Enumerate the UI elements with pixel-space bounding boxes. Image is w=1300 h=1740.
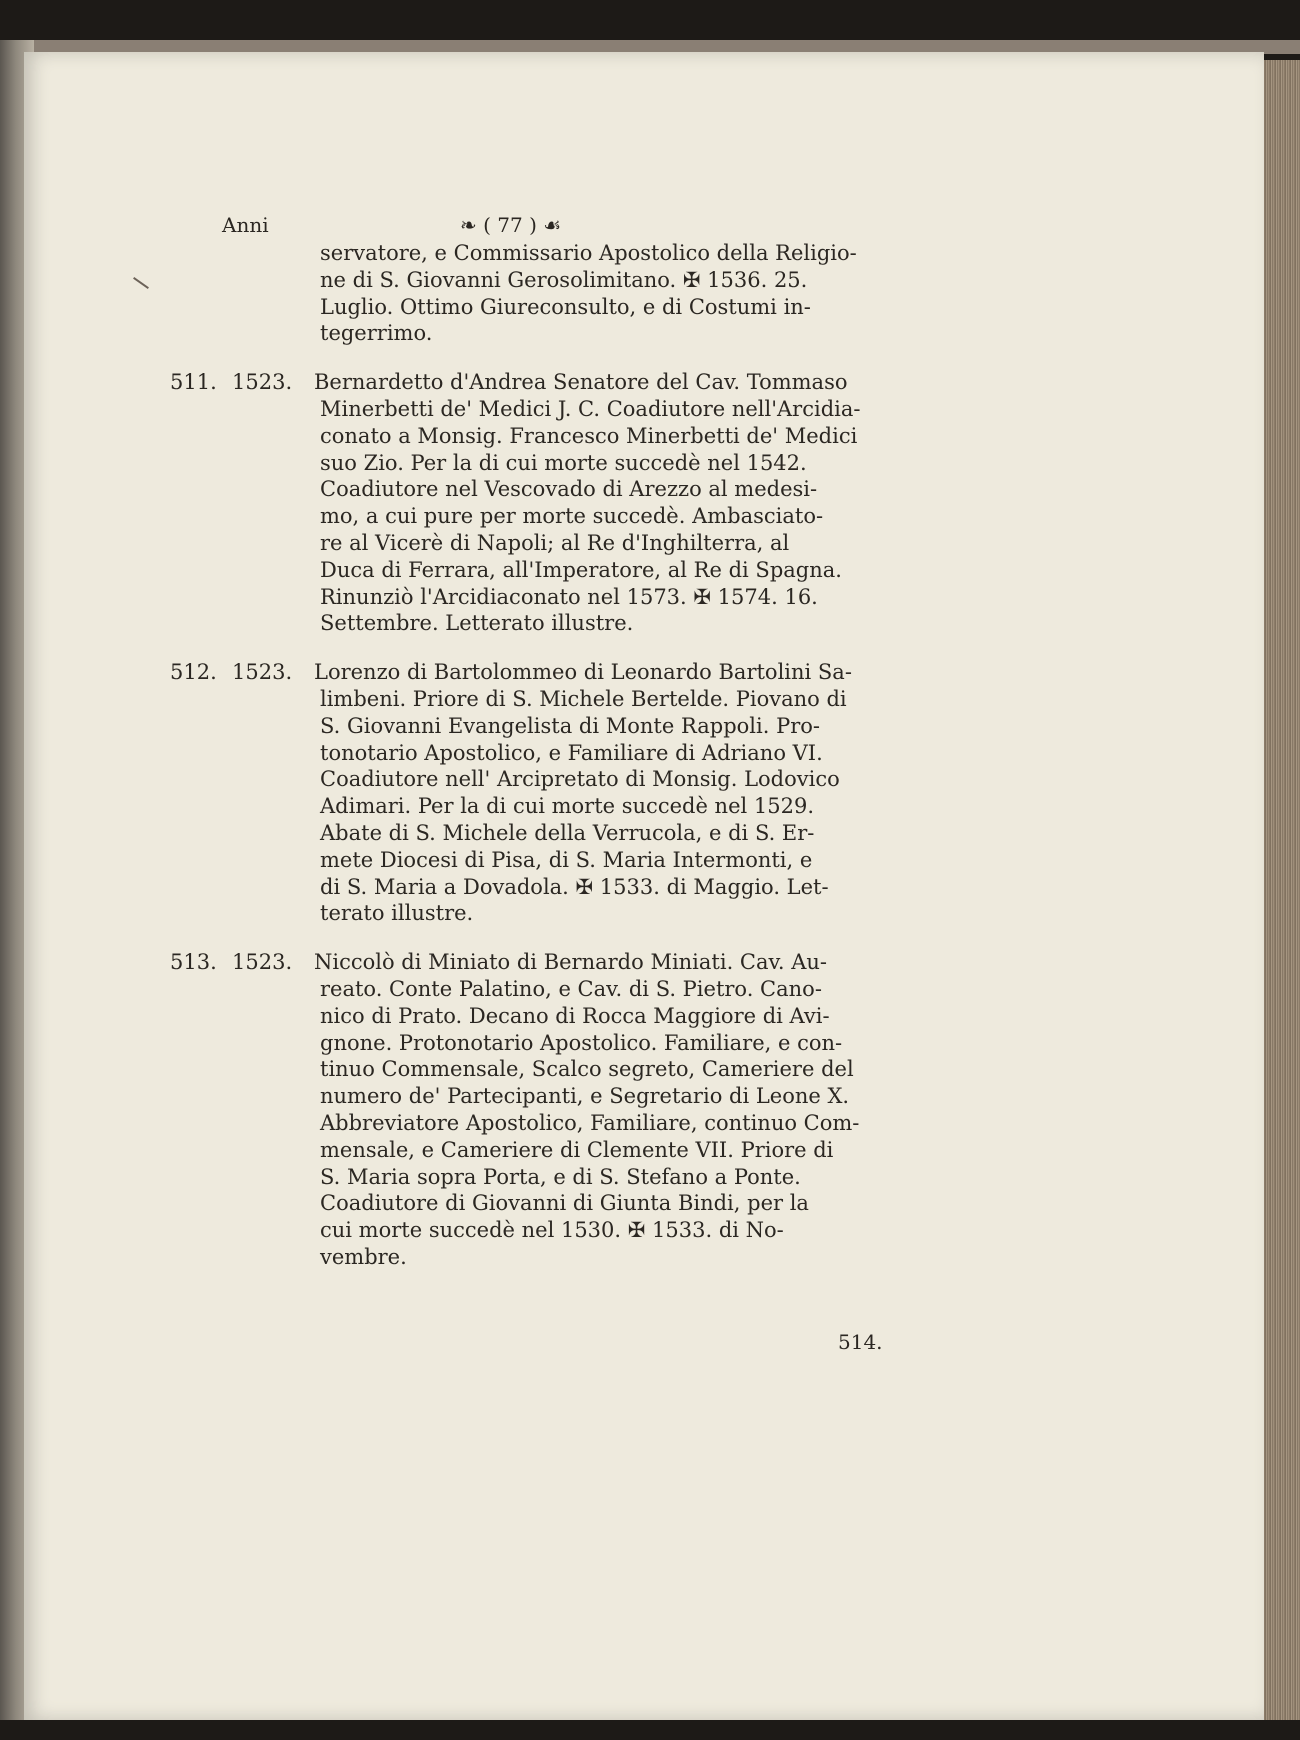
text-line: Rinunziò l'Arcidiaconato nel 1573. ✠ 1574. 16. bbox=[320, 584, 818, 609]
text-line: Luglio. Ottimo Giureconsulto, e di Costumi in- bbox=[320, 294, 811, 319]
text-line: reato. Conte Palatino, e Cav. di S. Pietro. Cano- bbox=[320, 976, 822, 1001]
page-text bbox=[170, 212, 910, 1271]
text-line: Niccolò di Miniato di Bernardo Miniati. Cav. Au- bbox=[314, 950, 828, 975]
entry-body bbox=[314, 659, 910, 927]
ornament-right: ☙ bbox=[543, 213, 562, 237]
text-line: mete Diocesi di Pisa, di S. Maria Intermonti, e bbox=[320, 847, 813, 872]
margin-mark bbox=[133, 277, 149, 289]
entry-body bbox=[320, 240, 910, 347]
text-line: Lorenzo di Bartolommeo di Leonardo Bartolini Sa- bbox=[314, 660, 852, 685]
entry-year: 1523. bbox=[232, 950, 293, 975]
entry-body bbox=[314, 949, 910, 1271]
text-line: limbeni. Priore di S. Michele Bertelde. Piovano di bbox=[320, 686, 847, 711]
text-line: re al Vicerè di Napoli; al Re d'Inghilterra, al bbox=[320, 530, 790, 555]
text-line: Adimari. Per la di cui morte succedè nel 1529. bbox=[320, 794, 815, 819]
running-head: Anni bbox=[222, 213, 269, 237]
entry-512 bbox=[170, 659, 910, 927]
entry-number: 511. bbox=[170, 370, 217, 395]
entry-511 bbox=[170, 369, 910, 637]
text-line: S. Giovanni Evangelista di Monte Rappoli. Pro- bbox=[320, 713, 820, 738]
text-line: tegerrimo. bbox=[320, 321, 433, 346]
catchword: 514. bbox=[838, 1330, 883, 1354]
text-line: Bernardetto d'Andrea Senatore del Cav. Tommaso bbox=[314, 370, 848, 395]
text-line: servatore, e Commissario Apostolico della Religio- bbox=[320, 241, 857, 265]
text-line: Minerbetti de' Medici J. C. Coadiutore nell'Arcidia- bbox=[320, 396, 861, 421]
ornament-left: ❧ bbox=[460, 213, 477, 237]
entry-number: 513. bbox=[170, 950, 217, 975]
entry-year: 1523. bbox=[232, 660, 293, 685]
text-line: numero de' Partecipanti, e Segretario di Leone X. bbox=[320, 1084, 850, 1109]
text-line: terato illustre. bbox=[320, 901, 474, 926]
continuation-entry bbox=[170, 240, 910, 347]
text-line: Coadiutore nel Vescovado di Arezzo al medesi- bbox=[320, 477, 818, 502]
text-line: mo, a cui pure per morte succedè. Ambasciato- bbox=[320, 504, 824, 529]
text-line: cui morte succedè nel 1530. ✠ 1533. di No- bbox=[320, 1218, 784, 1243]
text-line: vembre. bbox=[320, 1244, 407, 1269]
text-line: di S. Maria a Dovadola. ✠ 1533. di Maggio. Let- bbox=[320, 874, 829, 899]
entry-year: 1523. bbox=[232, 370, 293, 395]
text-line: Abate di S. Michele della Verrucola, e di S. Er- bbox=[320, 820, 815, 845]
text-line: Duca di Ferrara, all'Imperatore, al Re di Spagna. bbox=[320, 557, 842, 582]
text-line: ne di S. Giovanni Gerosolimitano. ✠ 1536. 25. bbox=[320, 267, 808, 292]
text-line: Abbreviatore Apostolico, Familiare, continuo Com- bbox=[320, 1110, 860, 1135]
text-line: tinuo Commensale, Scalco segreto, Cameriere del bbox=[320, 1057, 854, 1082]
text-line: Coadiutore nell' Arcipretato di Monsig. Lodovico bbox=[320, 767, 840, 792]
text-line: conato a Monsig. Francesco Minerbetti de' Medici bbox=[320, 423, 858, 448]
text-line: gnone. Protonotario Apostolico. Familiare, e con- bbox=[320, 1030, 843, 1055]
text-line: nico di Prato. Decano di Rocca Maggiore di Avi- bbox=[320, 1003, 830, 1028]
entry-number: 512. bbox=[170, 660, 217, 685]
entry-513 bbox=[170, 949, 910, 1271]
text-line: suo Zio. Per la di cui morte succedè nel 1542. bbox=[320, 450, 807, 475]
text-line: mensale, e Cameriere di Clemente VII. Priore di bbox=[320, 1137, 834, 1162]
text-line: S. Maria sopra Porta, e di S. Stefano a Ponte. bbox=[320, 1164, 801, 1189]
page-number: ❧ ( 77 ) ☙ bbox=[460, 213, 562, 237]
text-line: Coadiutore di Giovanni di Giunta Bindi, per la bbox=[320, 1191, 809, 1216]
entry-body bbox=[314, 369, 910, 637]
page-header bbox=[170, 212, 910, 240]
text-line: tonotario Apostolico, e Familiare di Adriano VI. bbox=[320, 740, 823, 765]
text-line: Settembre. Letterato illustre. bbox=[320, 611, 634, 636]
